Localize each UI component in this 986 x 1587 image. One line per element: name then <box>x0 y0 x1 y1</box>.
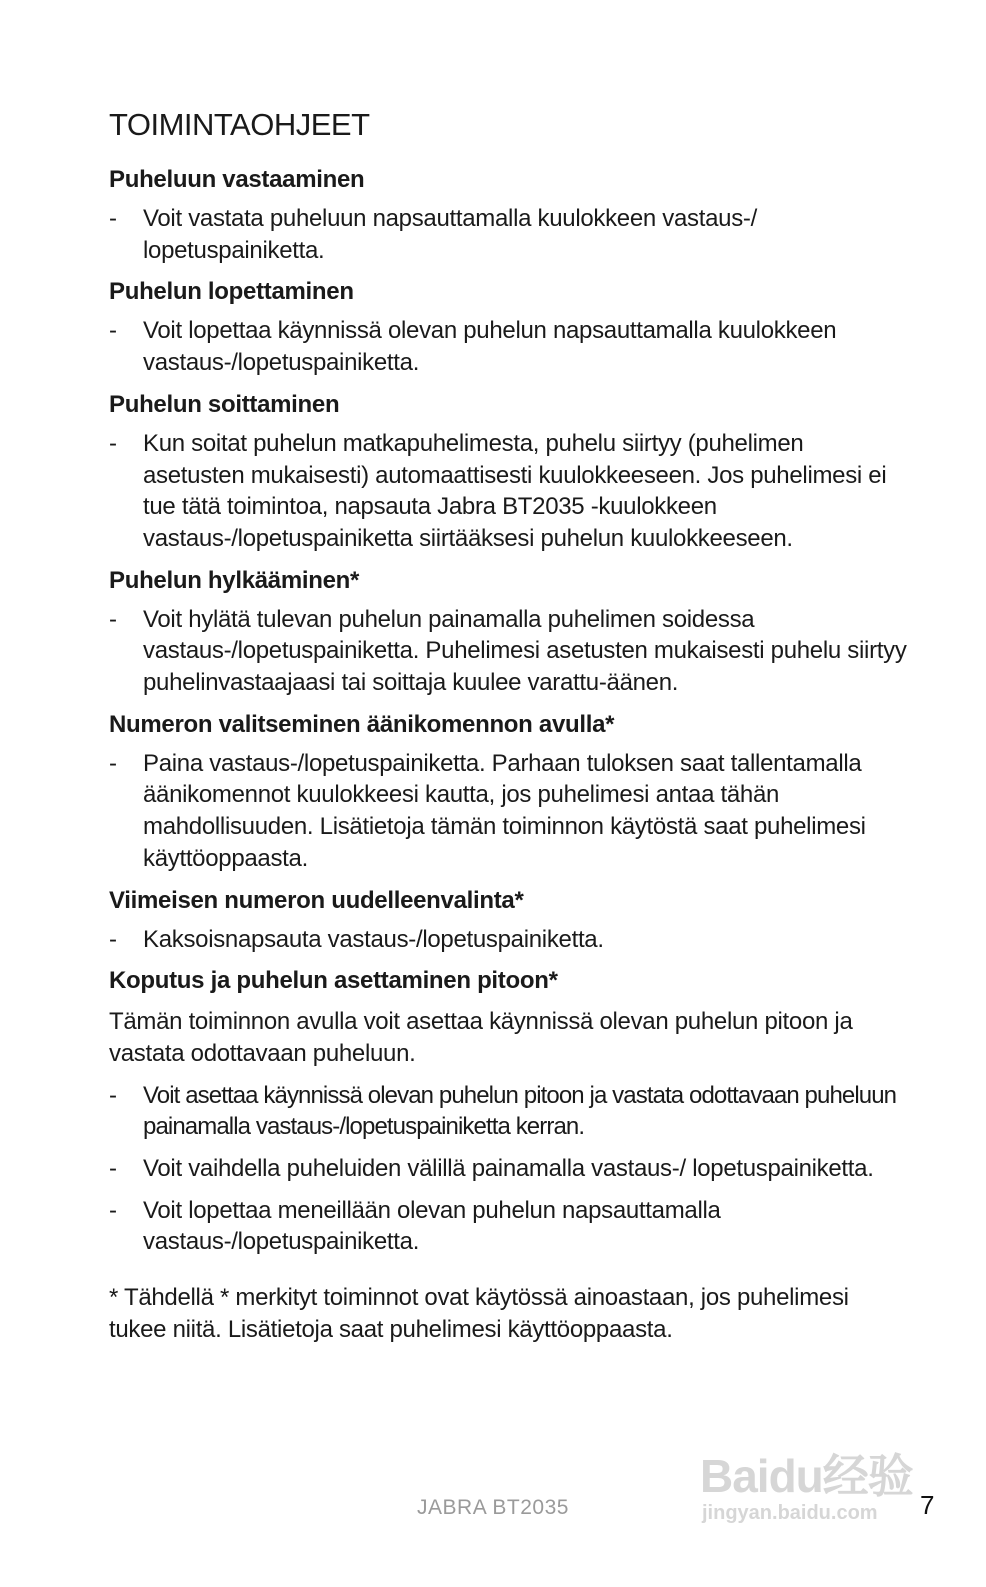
bullet-dash: - <box>109 925 117 953</box>
bullet-text: Voit asettaa käynnissä olevan puhelun pitoon ja vastata odottavaan puheluun painamalla vastaus-/lopetuspainiketta kerran. <box>143 1081 897 1141</box>
list-item <box>109 924 909 956</box>
watermark-logo: Baidu经验 <box>700 1450 913 1502</box>
bullet-dash: - <box>109 429 117 457</box>
list-item <box>109 748 909 875</box>
bullet-dash: - <box>109 749 117 777</box>
section-intro: Tämän toiminnon avulla voit asettaa käynnissä olevan puhelun pitoon ja vastata odottavaan puheluun. <box>109 1008 853 1067</box>
section-heading: Puheluun vastaaminen <box>109 166 365 193</box>
section-heading: Puhelun hylkääminen* <box>109 566 360 594</box>
bullet-text: Voit lopettaa meneillään olevan puhelun napsauttamalla vastaus-/lopetuspainiketta. <box>143 1196 721 1256</box>
page-title: TOIMINTAOHJEET <box>109 107 370 142</box>
section-make-call <box>109 389 909 555</box>
footer-product-label: JABRA BT2035 <box>417 1496 569 1519</box>
bullet-dash: - <box>109 605 117 633</box>
footnote: * Tähdellä * merkityt toiminnot ovat käytössä ainoastaan, jos puhelimesi tukee niitä. Lisätietoja saat puhelimesi käyttöoppaasta. <box>109 1284 849 1343</box>
bullet-text: Voit hylätä tulevan puhelun painamalla puhelimen soidessa vastaus-/lopetuspainiketta. Puhelimesi asetusten mukaisesti puhelu siirtyy puhelinvastaajaasi tai soittaja kuulee varattu-äänen. <box>143 605 907 697</box>
bullet-text: Kun soitat puhelun matkapuhelimesta, puhelu siirtyy (puhelimen asetusten mukaisesti) automaattisesti kuulokkeeseen. Jos puhelimesi ei tue tätä toimintoa, napsauta Jabra BT2035 -kuulokkeen vastaus-/lopetuspainiketta siirtääksesi puhelun kuulokkeeseen. <box>143 429 887 552</box>
list-item <box>109 428 909 555</box>
bullet-text: Kaksoisnapsauta vastaus-/lopetuspainiketta. <box>143 925 604 953</box>
section-heading: Puhelun soittaminen <box>109 390 340 418</box>
section-reject-call <box>109 565 909 699</box>
watermark <box>700 1440 930 1550</box>
bullet-dash: - <box>109 1081 117 1109</box>
bullet-text: Voit lopettaa käynnissä olevan puhelun napsauttamalla kuulokkeen vastaus-/lopetuspainiketta. <box>143 317 837 377</box>
section-end-call <box>109 276 909 378</box>
section-heading: Numeron valitseminen äänikomennon avulla* <box>109 710 615 738</box>
bullet-dash: - <box>109 205 117 232</box>
bullet-dash: - <box>109 1155 117 1183</box>
bullet-text: Paina vastaus-/lopetuspainiketta. Parhaan tuloksen saat tallentamalla äänikomennot kuulokkeesi kautta, jos puhelimesi antaa tähän mahdollisuuden. Lisätietoja tämän toiminnon käytöstä saat puhelimesi käyttöoppaasta. <box>143 749 866 872</box>
section-redial <box>109 885 909 956</box>
document-page <box>109 104 909 1356</box>
bullet-dash: - <box>109 317 117 345</box>
watermark-url: jingyan.baidu.com <box>702 1502 878 1524</box>
section-heading: Koputus ja puhelun asettaminen pitoon* <box>109 967 558 995</box>
bullet-text: Voit vastata puheluun napsauttamalla kuulokkeen vastaus-/ lopetuspainiketta. <box>143 205 757 264</box>
section-call-waiting <box>109 965 909 1258</box>
section-answer-call <box>109 164 909 266</box>
list-item <box>109 1195 909 1258</box>
section-voice-dial <box>109 709 909 875</box>
list-item <box>109 315 909 378</box>
bullet-text: Voit vaihdella puheluiden välillä painamalla vastaus-/ lopetuspainiketta. <box>143 1155 874 1183</box>
section-heading: Viimeisen numeron uudelleenvalinta* <box>109 886 524 914</box>
list-item <box>109 604 909 699</box>
list-item <box>109 203 909 266</box>
page-number: 7 <box>920 1490 935 1520</box>
list-item <box>109 1080 909 1143</box>
list-item <box>109 1153 909 1185</box>
section-heading: Puhelun lopettaminen <box>109 278 354 306</box>
bullet-dash: - <box>109 1196 117 1224</box>
